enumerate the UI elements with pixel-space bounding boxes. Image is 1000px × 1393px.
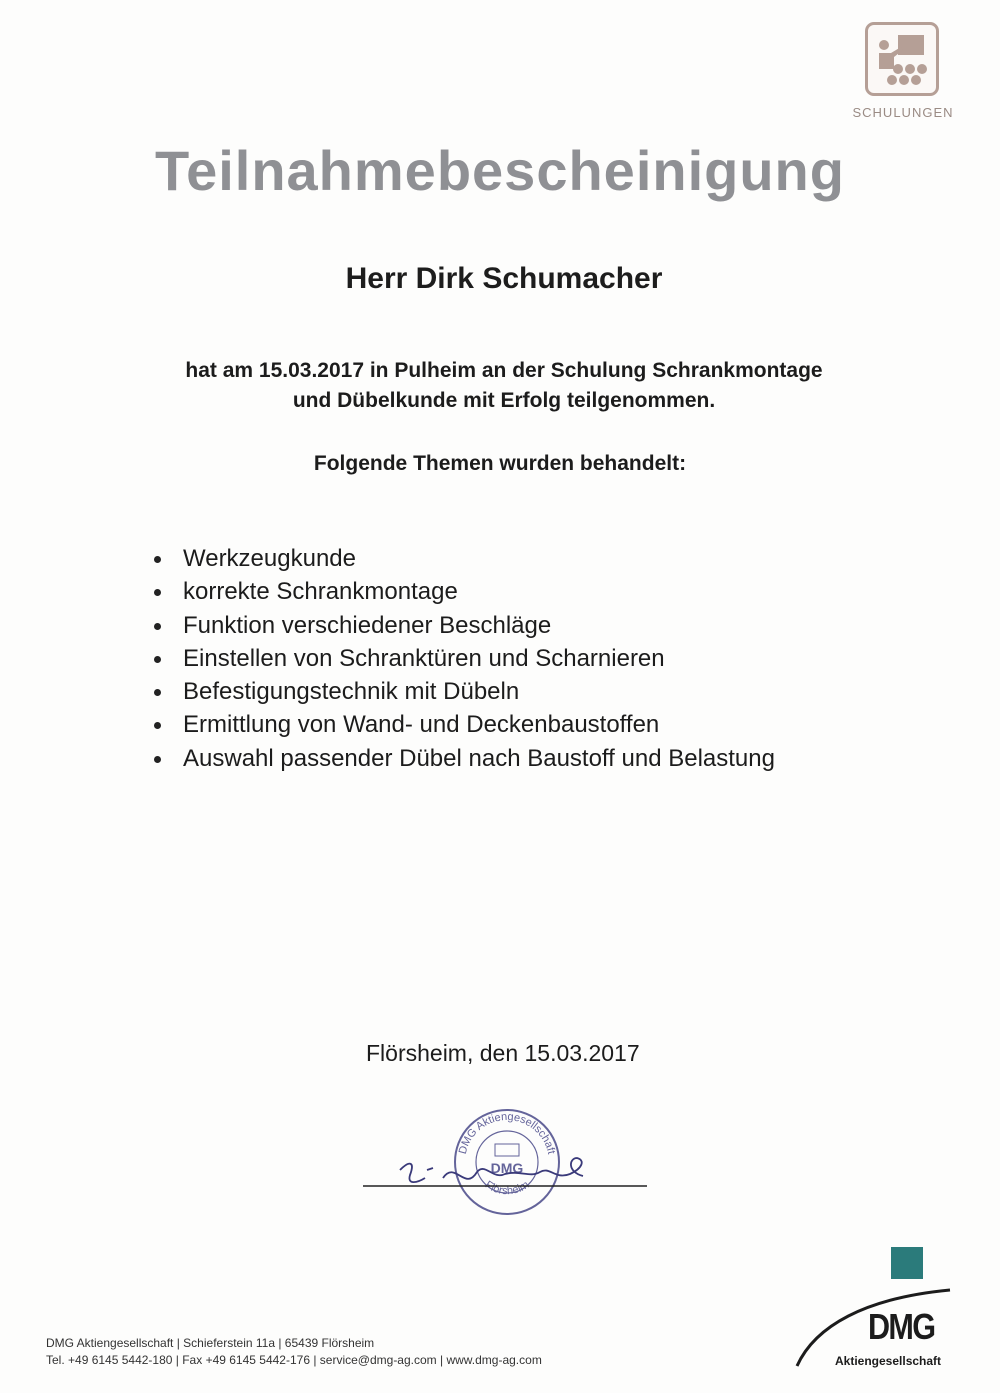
document-title: Teilnahmebescheinigung xyxy=(155,139,845,202)
list-item: Befestigungstechnik mit Dübeln xyxy=(150,675,775,708)
dmg-logo-square xyxy=(891,1247,923,1279)
place-and-date: Flörsheim, den 15.03.2017 xyxy=(366,1040,640,1066)
topics-list xyxy=(150,542,775,775)
schulungen-logo xyxy=(865,22,939,96)
svg-text:Flörsheim xyxy=(483,1179,531,1197)
stamp-center-text: DMG xyxy=(490,1160,524,1176)
list-item: korrekte Schrankmontage xyxy=(150,575,775,608)
topics-heading: Folgende Themen wurden behandelt: xyxy=(313,452,687,475)
statement-line: hat am 15.03.2017 in Pulheim an der Schulung Schrankmontage xyxy=(185,359,823,382)
dmg-logo-text: DMG xyxy=(868,1306,935,1347)
footer-contact: Tel. +49 6145 5442-180 | Fax +49 6145 5442-176 | service@dmg-ag.com | www.dmg-ag.com xyxy=(46,1353,542,1367)
footer-address: DMG Aktiengesellschaft | Schieferstein 11a | 65439 Flörsheim xyxy=(46,1336,375,1350)
participation-statement xyxy=(0,356,1000,416)
training-presentation-icon xyxy=(874,31,930,87)
dmg-logo-subtitle: Aktiengesellschaft xyxy=(835,1354,942,1368)
list-item: Ermittlung von Wand- und Deckenbaustoffen xyxy=(150,708,775,741)
logo-caption: SCHULUNGEN xyxy=(852,105,954,120)
company-stamp xyxy=(455,1110,559,1214)
signature-with-stamp xyxy=(355,1100,655,1225)
list-item: Funktion verschiedener Beschläge xyxy=(150,609,775,642)
recipient-name: Herr Dirk Schumacher xyxy=(345,262,663,295)
list-item: Auswahl passender Dübel nach Baustoff und Belastung xyxy=(150,742,775,775)
stamp-top-text: DMG Aktiengesellschaft xyxy=(456,1110,558,1156)
company-footer xyxy=(46,1335,542,1369)
statement-line: und Dübelkunde mit Erfolg teilgenommen. xyxy=(292,389,716,412)
list-item: Einstellen von Schranktüren und Scharnieren xyxy=(150,642,775,675)
stamp-bottom-text: Flörsheim xyxy=(482,1178,532,1198)
svg-text:DMG Aktiengesellschaft xyxy=(457,1111,557,1156)
list-item: Werkzeugkunde xyxy=(150,542,775,575)
